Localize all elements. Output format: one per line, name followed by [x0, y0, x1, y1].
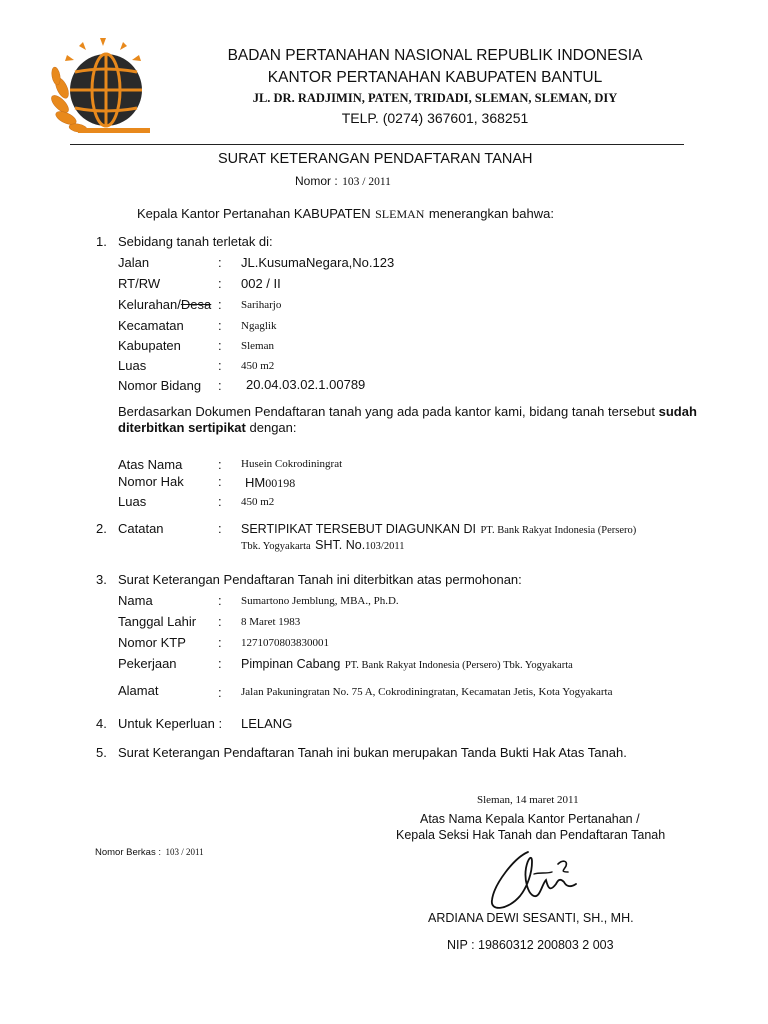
document-number-value: 103 / 2011	[342, 176, 391, 188]
section-4-label: Untuk Keperluan :	[118, 716, 223, 731]
signature-role-1: Atas Nama Kepala Kantor Pertanahan /	[420, 812, 640, 826]
header-phone: TELP. (0274) 367601, 368251	[341, 110, 529, 126]
field-value-luas-2: 450 m2	[241, 496, 275, 508]
paragraph-line-2	[118, 420, 297, 435]
colon: :	[218, 318, 222, 333]
colon: :	[218, 593, 222, 608]
field-value-jalan: JL.KusumaNegara,No.123	[241, 255, 395, 270]
field-value-rtrw: 002 / II	[241, 276, 281, 291]
kelurahan-label-text: Kelurahan/	[118, 297, 181, 312]
field-value-nomor-hak	[245, 474, 295, 492]
colon: :	[218, 614, 222, 629]
field-value-nomor-bidang: 20.04.03.02.1.00789	[246, 377, 366, 392]
section-1-heading: Sebidang tanah terletak di:	[118, 234, 273, 249]
field-label-jalan: Jalan	[118, 255, 150, 270]
colon: :	[218, 656, 222, 671]
field-label-nomor-bidang: Nomor Bidang	[118, 378, 202, 393]
intro-part-1: Kepala Kantor Pertanahan KABUPATEN	[137, 206, 371, 221]
field-label-alamat: Alamat	[118, 683, 159, 698]
nomor-berkas	[95, 842, 204, 860]
nomor-berkas-value: 103 / 2011	[165, 847, 204, 857]
handwritten-signature-icon	[484, 844, 588, 914]
colon: :	[218, 255, 222, 270]
catatan-line-2	[241, 536, 404, 554]
header-address: JL. DR. RADJIMIN, PATEN, TRIDADI, SLEMAN, SLEMAN, DIY	[252, 91, 618, 105]
paragraph-text: Berdasarkan Dokumen Pendaftaran tanah yang ada pada kantor kami, bidang tanah tersebut	[118, 404, 655, 419]
colon: :	[218, 276, 222, 291]
paragraph-end: dengan:	[249, 420, 297, 435]
field-label-nomor-hak: Nomor Hak	[118, 474, 184, 489]
section-5-number: 5.	[96, 745, 107, 760]
catatan-text-a: SERTIPIKAT TERSEBUT DIAGUNKAN DI	[241, 522, 477, 536]
section-2-number: 2.	[96, 521, 107, 536]
colon: :	[218, 494, 222, 509]
signature-place-date: Sleman, 14 maret 2011	[477, 794, 579, 806]
signature-role-2: Kepala Seksi Hak Tanah dan Pendaftaran Tanah	[396, 828, 666, 842]
signatory-nip: NIP : 19860312 200803 2 003	[447, 938, 614, 952]
field-label-kabupaten: Kabupaten	[118, 338, 181, 353]
field-value-nama: Sumartono Jemblung, MBA., Ph.D.	[241, 595, 399, 607]
document-title: SURAT KETERANGAN PENDAFTARAN TANAH	[218, 151, 533, 167]
header-divider	[70, 144, 684, 145]
colon: :	[218, 521, 222, 536]
field-value-alamat: Jalan Pakuningratan No. 75 A, Cokrodiningratan, Kecamatan Jetis, Kota Yogyakarta	[241, 686, 613, 698]
header-line-1: BADAN PERTANAHAN NASIONAL REPUBLIK INDONESIA	[227, 47, 643, 64]
desa-label-struck: Desa	[180, 297, 212, 312]
field-value-kabupaten: Sleman	[241, 340, 274, 352]
catatan-text-b: PT. Bank Rakyat Indonesia (Persero)	[480, 525, 637, 536]
section-2-label: Catatan	[118, 521, 164, 536]
section-1-number: 1.	[96, 234, 107, 249]
catatan-text-c: Tbk. Yogyakarta	[241, 541, 311, 552]
nomor-hak-prefix: HM	[245, 475, 266, 490]
field-label-kecamatan: Kecamatan	[118, 318, 184, 333]
paragraph-bold-sudah: sudah	[658, 404, 697, 419]
field-label-nomor-ktp: Nomor KTP	[118, 635, 186, 650]
field-label-rtrw: RT/RW	[118, 276, 161, 291]
nomor-hak-number: 00198	[265, 476, 296, 490]
section-3-heading: Surat Keterangan Pendaftaran Tanah ini diterbitkan atas permohonan:	[118, 572, 522, 587]
pekerjaan-company: PT. Bank Rakyat Indonesia (Persero) Tbk. Yogyakarta	[344, 660, 573, 671]
field-value-atas-nama: Husein Cokrodiningrat	[241, 458, 343, 470]
nomor-berkas-label: Nomor Berkas :	[95, 847, 161, 858]
section-5-text: Surat Keterangan Pendaftaran Tanah ini bukan merupakan Tanda Bukti Hak Atas Tanah.	[118, 745, 627, 760]
section-4-value: LELANG	[241, 716, 293, 731]
paragraph-line-1	[118, 404, 697, 419]
field-label-kelurahan	[118, 297, 211, 312]
document-number	[295, 172, 391, 190]
field-value-kelurahan: Sariharjo	[241, 299, 282, 311]
field-value-kecamatan: Ngaglik	[241, 320, 277, 332]
colon: :	[218, 378, 222, 393]
intro-part-2: menerangkan bahwa:	[428, 206, 554, 221]
field-label-luas-2: Luas	[118, 494, 147, 509]
colon: :	[218, 457, 222, 472]
colon: :	[218, 358, 222, 373]
intro-line	[137, 205, 554, 223]
section-3-number: 3.	[96, 572, 107, 587]
field-label-pekerjaan: Pekerjaan	[118, 656, 177, 671]
field-value-pekerjaan	[241, 655, 573, 673]
field-label-nama: Nama	[118, 593, 153, 608]
catatan-text-d: SHT. No.	[315, 538, 366, 552]
colon: :	[218, 338, 222, 353]
colon: :	[218, 474, 222, 489]
field-value-luas: 450 m2	[241, 360, 275, 372]
colon: :	[218, 635, 222, 650]
pekerjaan-title: Pimpinan Cabang	[241, 657, 341, 671]
colon: :	[218, 685, 222, 700]
document-number-label: Nomor :	[295, 174, 338, 188]
signatory-name: ARDIANA DEWI SESANTI, SH., MH.	[428, 911, 634, 925]
bpn-logo-icon	[48, 38, 158, 138]
paragraph-bold-sertipikat: diterbitkan sertipikat	[118, 420, 246, 435]
header-line-2: KANTOR PERTANAHAN KABUPATEN BANTUL	[267, 69, 603, 86]
field-value-nomor-ktp: 1271070803830001	[241, 637, 329, 649]
section-4-number: 4.	[96, 716, 107, 731]
field-label-luas: Luas	[118, 358, 147, 373]
field-label-atas-nama: Atas Nama	[118, 457, 183, 472]
catatan-text-e: 103/2011	[365, 541, 405, 552]
field-label-tanggal-lahir: Tanggal Lahir	[118, 614, 197, 629]
intro-kabupaten: SLEMAN	[375, 207, 425, 221]
field-value-tanggal-lahir: 8 Maret 1983	[241, 616, 301, 628]
colon: :	[218, 297, 222, 312]
